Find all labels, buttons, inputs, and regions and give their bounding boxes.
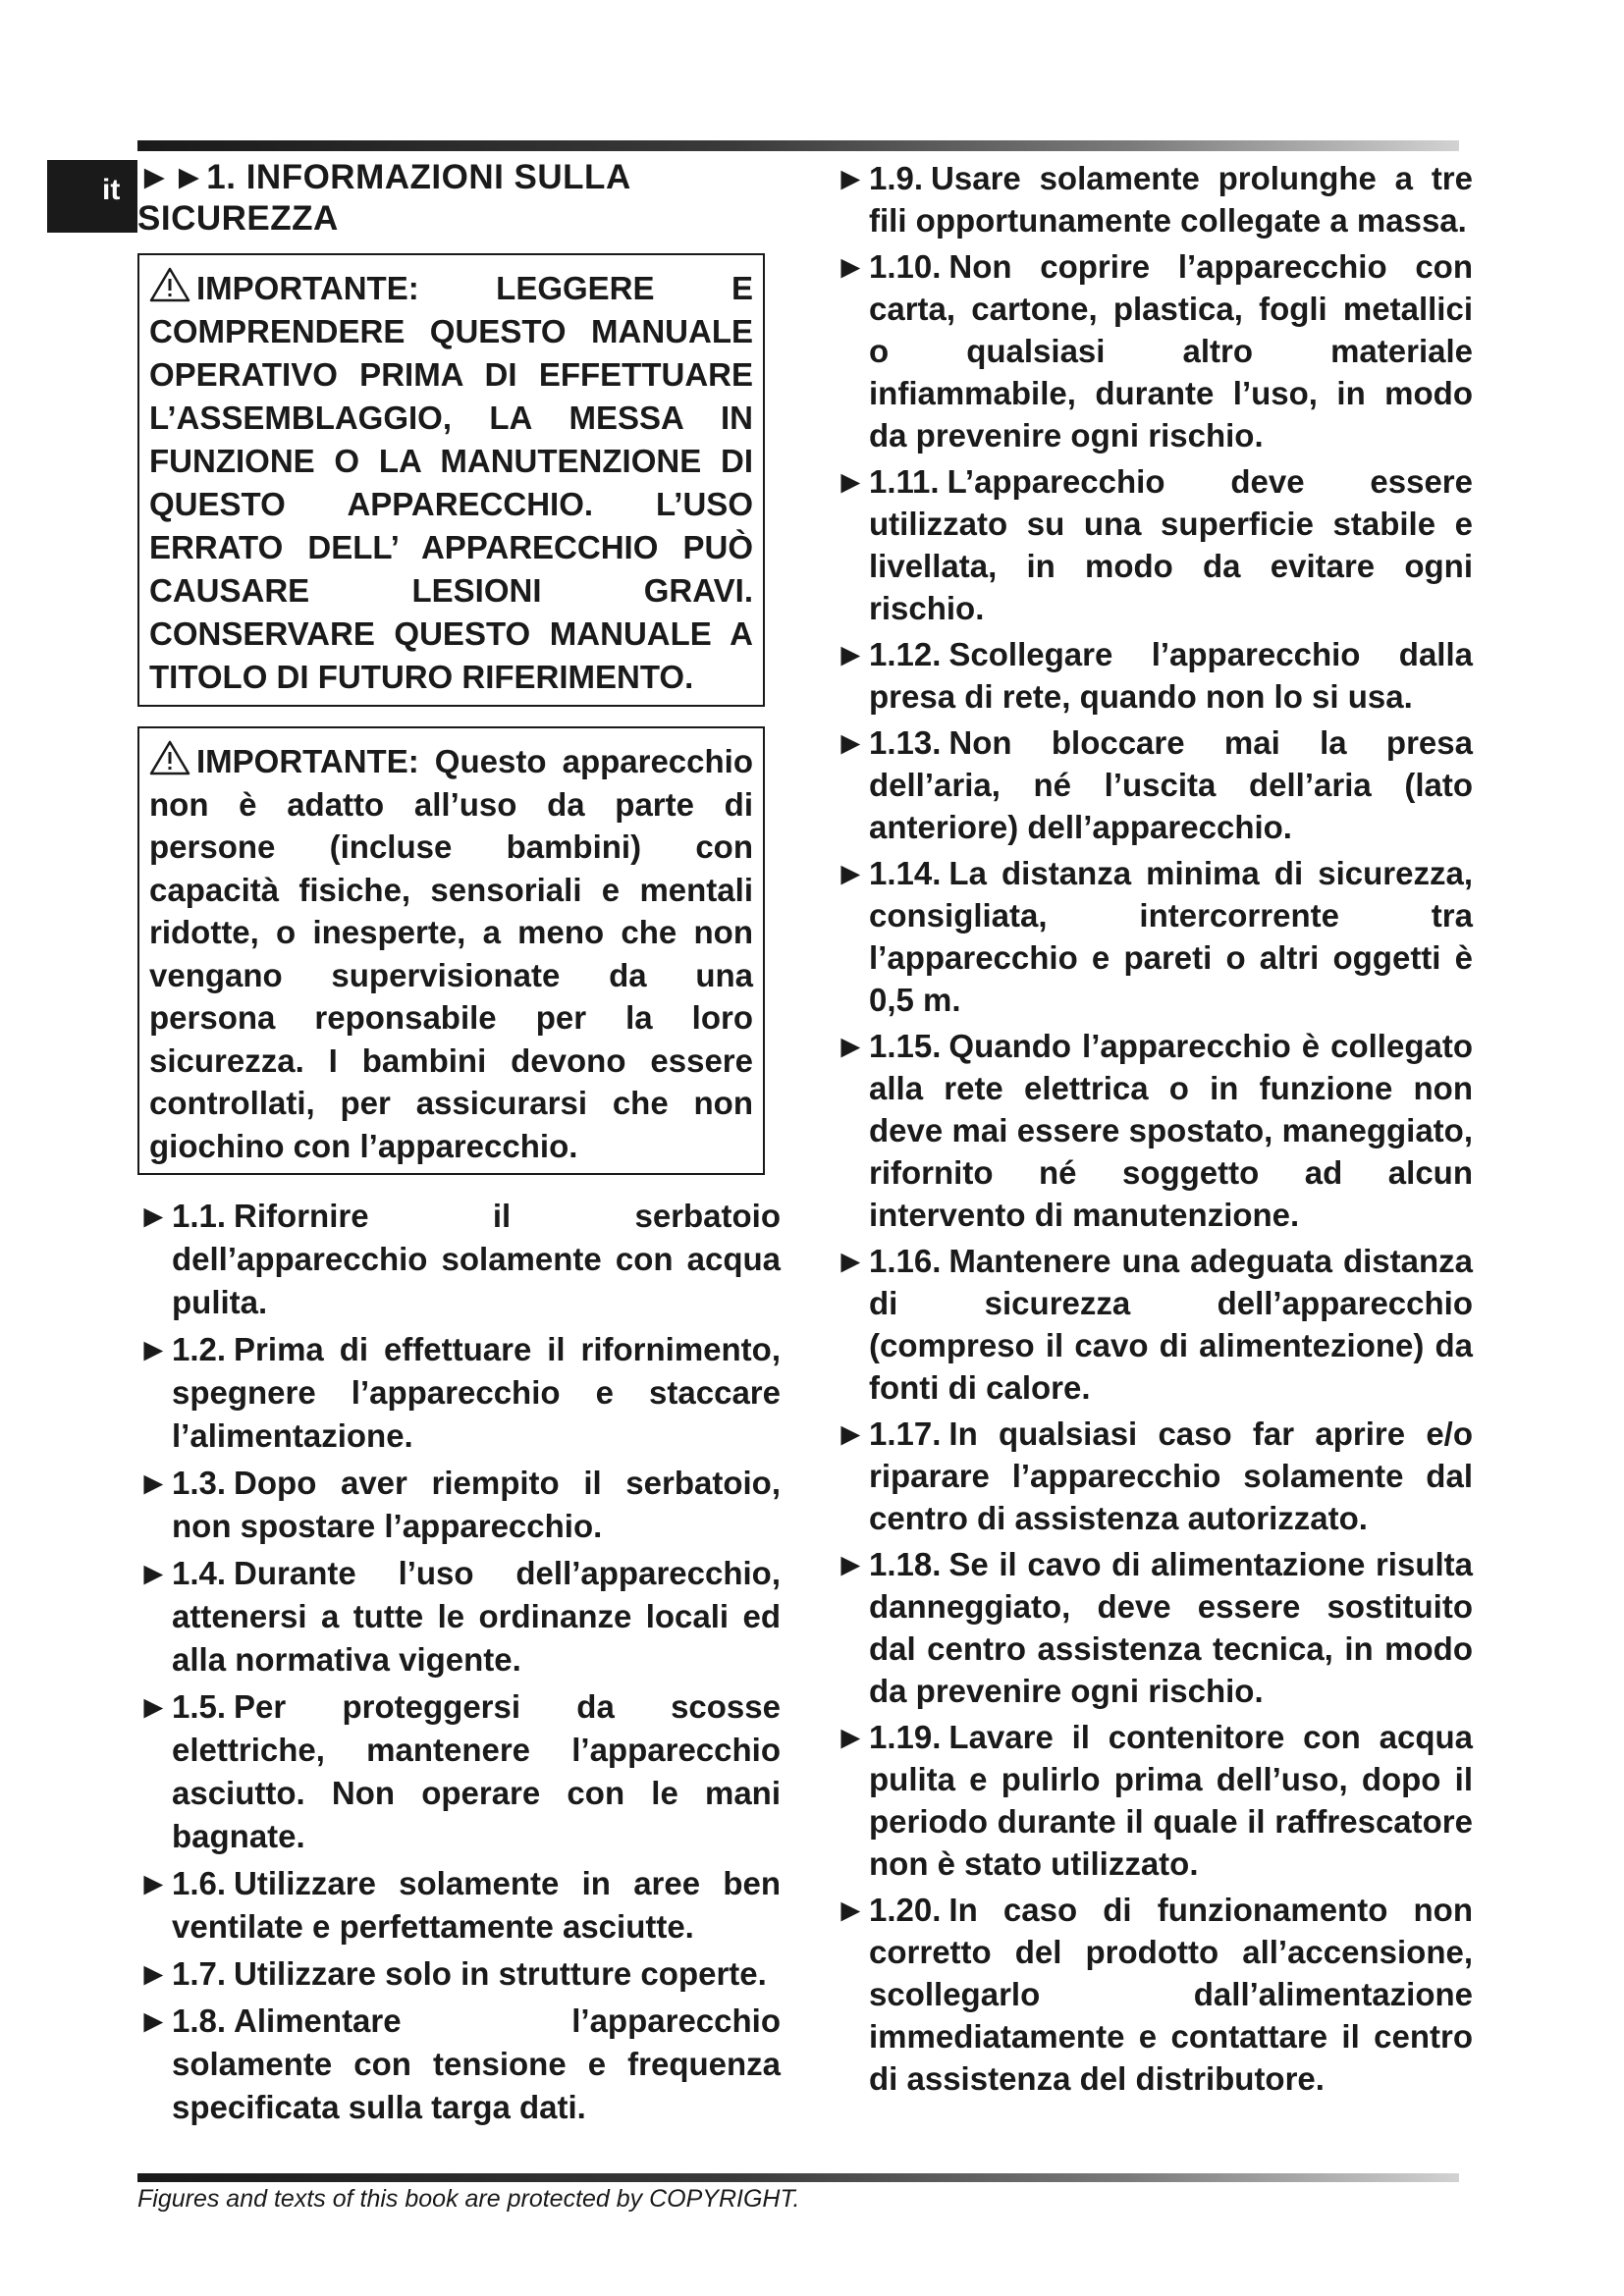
item-text: Dopo aver riempito il serbatoio, non spostare l’apparecchio. — [172, 1465, 781, 1544]
bullet-arrow-icon: ► — [137, 1198, 170, 1234]
bullet-arrow-icon: ► — [835, 636, 867, 672]
safety-item — [835, 460, 1473, 629]
item-number: 1.10. — [869, 248, 942, 285]
item-text: In caso di funzionamento non corretto del prodotto all’accensione, scollegarlo dall’alimentazione immediatamente e contattare il centro di assistenza del distributore. — [869, 1892, 1473, 2097]
item-text: Durante l’uso dell’apparecchio, attenersi a tutte le ordinanze locali ed alla normativa vigente. — [172, 1555, 781, 1678]
item-number: 1.1. — [172, 1198, 227, 1234]
warning-box-2 — [137, 726, 765, 1175]
safety-item — [835, 852, 1473, 1021]
safety-item — [137, 1462, 781, 1548]
item-text: Utilizzare solo in strutture coperte. — [234, 1955, 767, 1992]
item-text: Scollegare l’apparecchio dalla presa di rete, quando non lo si usa. — [869, 636, 1473, 715]
left-column — [137, 157, 781, 2133]
safety-item — [835, 157, 1473, 241]
item-text: Non bloccare mai la presa dell’aria, né l’uscita dell’aria (lato anteriore) dell’apparecchio. — [869, 724, 1473, 845]
bullet-arrow-icon: ► — [835, 724, 867, 761]
item-text: Mantenere una adeguata distanza di sicurezza dell’apparecchio (compreso il cavo di alimentezione) da fonti di calore. — [869, 1243, 1473, 1406]
bullet-arrow-icon: ► — [835, 160, 867, 196]
item-text: La distanza minima di sicurezza, consigliata, intercorrente tra l’apparecchio e pareti o altri oggetti è 0,5 m. — [869, 855, 1473, 1018]
warning-box-1 — [137, 253, 765, 707]
bullet-arrow-icon: ► — [835, 1719, 867, 1755]
safety-item — [137, 1552, 781, 1682]
item-text: Lavare il contenitore con acqua pulita e pulirlo prima dell’uso, dopo il periodo durante il quale il raffrescatore non è stato utilizzato. — [869, 1719, 1473, 1882]
item-number: 1.12. — [869, 636, 942, 672]
item-number: 1.8. — [172, 2002, 227, 2039]
bullet-arrow-icon: ► — [835, 1892, 867, 1928]
item-text: In qualsiasi caso far aprire e/o riparare l’apparecchio solamente dal centro di assistenza autorizzato. — [869, 1415, 1473, 1536]
bullet-arrow-icon: ► — [835, 855, 867, 891]
item-number: 1.16. — [869, 1243, 942, 1279]
safety-list-right — [835, 157, 1473, 2100]
warning-text-1: IMPORTANTE: LEGGERE E COMPRENDERE QUESTO MANUALE OPERATIVO PRIMA DI EFFETTUARE L’ASSEMBLAGGIO, LA MESSA IN FUNZIONE O LA MANUTENZIONE DI QUESTO APPARECCHIO. L’USO ERRATO DELL’ APPARECCHIO PUÒ CAUSARE LESIONI GRAVI. CONSERVARE QUESTO MANUALE A TITOLO DI FUTURO RIFERIMENTO. — [149, 270, 753, 695]
bullet-arrow-icon: ► — [835, 1415, 867, 1452]
header-rule — [137, 140, 1459, 151]
item-number: 1.3. — [172, 1465, 227, 1501]
item-number: 1.18. — [869, 1546, 942, 1582]
warning-triangle-icon — [149, 267, 190, 302]
warning-text-2: IMPORTANTE: Questo apparecchio non è adatto all’uso da parte di persone (incluse bambini) con capacità fisiche, sensoriali e mentali ridotte, o inesperte, a meno che non vengano supervisionate da una persona reponsabile per la loro sicurezza. I bambini devono essere controllati, per assicurarsi che non giochino con l’apparecchio. — [149, 743, 753, 1164]
safety-list-left — [137, 1195, 781, 2129]
item-number: 1.19. — [869, 1719, 942, 1755]
item-number: 1.4. — [172, 1555, 227, 1591]
item-text: Se il cavo di alimentazione risulta danneggiato, deve essere sostituito dal centro assistenza tecnica, in modo da prevenire ogni rischio. — [869, 1546, 1473, 1709]
item-text: Usare solamente prolunghe a tre fili opportunamente collegate a massa. — [869, 160, 1473, 239]
item-number: 1.5. — [172, 1688, 227, 1725]
bullet-arrow-icon: ► — [137, 1688, 170, 1725]
item-text: L’apparecchio deve essere utilizzato su una superficie stabile e livellata, in modo da evitare ogni rischio. — [869, 463, 1473, 626]
item-number: 1.17. — [869, 1415, 942, 1452]
item-number: 1.13. — [869, 724, 942, 761]
item-text: Utilizzare solamente in aree ben ventilate e perfettamente asciutte. — [172, 1865, 781, 1945]
bullet-arrow-icon: ► — [835, 463, 867, 500]
right-column — [835, 157, 1473, 2104]
bullet-arrow-icon: ► — [137, 2002, 170, 2039]
safety-item — [835, 1889, 1473, 2100]
section-heading: ►►1. INFORMAZIONI SULLA SICUREZZA — [137, 158, 630, 238]
warning-triangle-icon — [149, 740, 190, 775]
item-text: Prima di effettuare il rifornimento, spegnere l’apparecchio e staccare l’alimentazione. — [172, 1331, 781, 1454]
item-text: Per proteggersi da scosse elettriche, mantenere l’apparecchio asciutto. Non operare con le mani bagnate. — [172, 1688, 781, 1854]
safety-item — [137, 1685, 781, 1858]
safety-item — [137, 1952, 781, 1996]
safety-item — [835, 1240, 1473, 1409]
safety-item — [137, 1862, 781, 1949]
item-number: 1.15. — [869, 1028, 942, 1064]
footer-rule — [137, 2173, 1459, 2182]
language-code: it — [102, 174, 121, 206]
bullet-arrow-icon: ► — [137, 1955, 170, 1992]
bullet-arrow-icon: ► — [835, 1546, 867, 1582]
safety-item — [835, 1025, 1473, 1236]
safety-item — [835, 1413, 1473, 1539]
safety-item — [835, 633, 1473, 718]
item-number: 1.7. — [172, 1955, 227, 1992]
safety-item — [835, 721, 1473, 848]
bullet-arrow-icon: ► — [835, 1243, 867, 1279]
bullet-arrow-icon: ► — [137, 1465, 170, 1501]
item-number: 1.2. — [172, 1331, 227, 1367]
bullet-arrow-icon: ► — [835, 248, 867, 285]
safety-item — [137, 1195, 781, 1324]
item-text: Quando l’apparecchio è collegato alla rete elettrica o in funzione non deve mai essere spostato, maneggiato, rifornito né soggetto ad alcun intervento di manutenzione. — [869, 1028, 1473, 1233]
language-tab — [47, 160, 137, 233]
safety-item — [835, 245, 1473, 456]
bullet-arrow-icon: ► — [137, 1331, 170, 1367]
item-number: 1.14. — [869, 855, 942, 891]
bullet-arrow-icon: ► — [835, 1028, 867, 1064]
item-text: Alimentare l’apparecchio solamente con tensione e frequenza specificata sulla targa dati. — [172, 2002, 781, 2125]
item-text: Rifornire il serbatoio dell’apparecchio solamente con acqua pulita. — [172, 1198, 781, 1320]
safety-item — [137, 2000, 781, 2129]
item-number: 1.11. — [869, 463, 940, 500]
item-number: 1.9. — [869, 160, 924, 196]
safety-item — [835, 1716, 1473, 1885]
item-text: Non coprire l’apparecchio con carta, cartone, plastica, fogli metallici o qualsiasi altro materiale infiammabile, durante l’uso, in modo da prevenire ogni rischio. — [869, 248, 1473, 454]
safety-item — [137, 1328, 781, 1458]
bullet-arrow-icon: ► — [137, 1555, 170, 1591]
item-number: 1.6. — [172, 1865, 227, 1901]
copyright-footer: Figures and texts of this book are protected by COPYRIGHT. — [137, 2185, 800, 2213]
item-number: 1.20. — [869, 1892, 942, 1928]
safety-item — [835, 1543, 1473, 1712]
bullet-arrow-icon: ► — [137, 1865, 170, 1901]
